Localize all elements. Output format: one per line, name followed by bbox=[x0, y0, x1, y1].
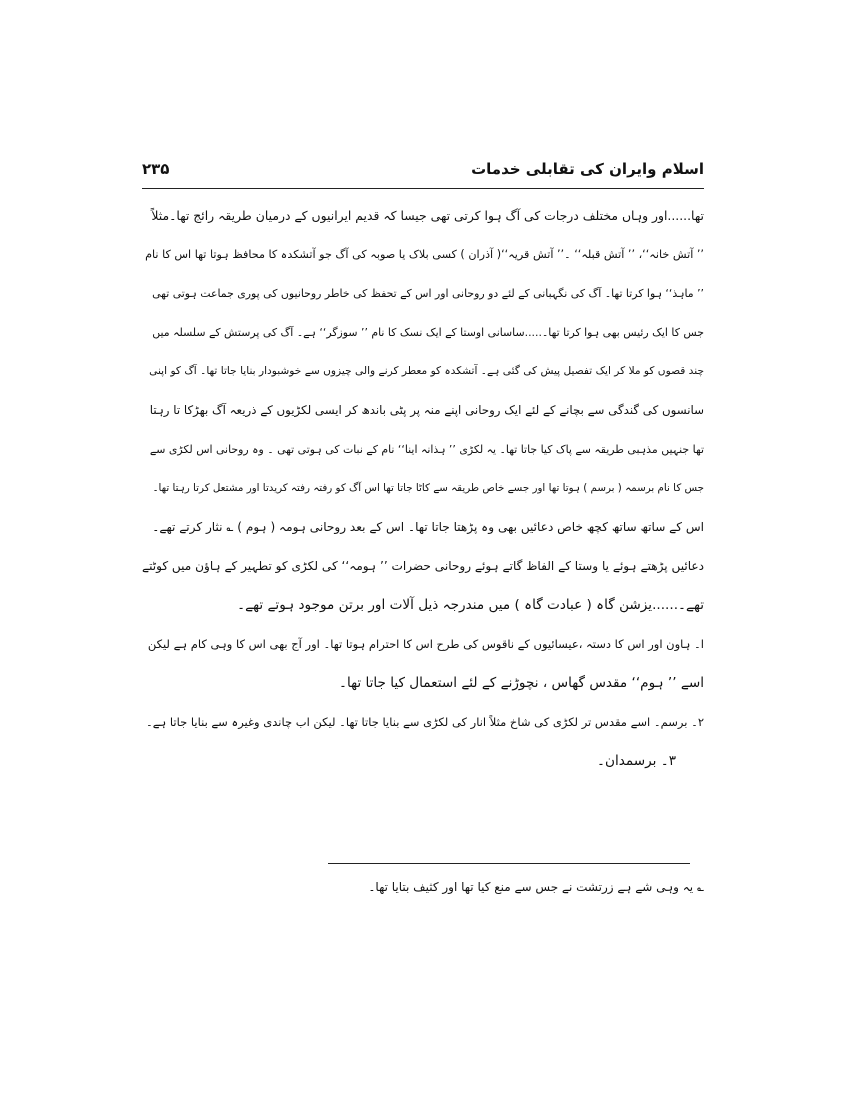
text-line: جس کا ایک رئیس بھی ہوا کرتا تھا۔.....ساسانی اوستا کے ایک نسک کا نام ’’ سوزگر‘‘ ہے۔ آگ کی پرستش کے سلسلہ میں bbox=[152, 326, 704, 339]
text-line: سانسوں کی گندگی سے بچانے کے لئے ایک روحانی اپنے منہ پر پٹی باندھ کر ایسی لکڑیوں کے ذریعہ آگ بھڑکا تا رہتا bbox=[149, 403, 704, 417]
text-line: اس کے ساتھ ساتھ کچھ خاص دعائیں بھی وہ پڑھتا جاتا تھا۔ اس کے بعد روحانی ہومہ ( ہوم ) ؎ نثار کرتے تھے۔ bbox=[152, 520, 704, 534]
list-item-line: اسے ’’ ہوم‘‘ مقدس گھاس ، نچوڑنے کے لئے استعمال کیا جاتا تھا۔ bbox=[338, 675, 704, 691]
text-line: ’’ آتش خانہ‘‘، ’’ آتش قبلہ‘‘ ۔’’ آتش قریہ‘‘( آذران ) کسی بلاک یا صوبہ کی آگ جو آتشکدہ کا محافظ ہوتا تھا اس کا نام bbox=[145, 248, 704, 261]
text-line: چند قصوں کو ملا کر ایک تفصیل پیش کی گئی ہے۔ آتشکدہ کو معطر کرنے والی چیزوں سے خوشبودار بنایا جاتا تھا۔ آگ کو اپنی bbox=[149, 365, 704, 377]
page-header bbox=[142, 158, 704, 186]
text-line: ’’ ماہذ‘‘ ہوا کرتا تھا۔ آگ کی نگہبانی کے لئے دو روحانی اور اس کے تحفظ کی خاطر روحانیوں کی پوری جماعت ہوتی تھی bbox=[152, 287, 704, 300]
list-item-line: ا۔ ہاون اور اس کا دستہ ،عیسائیوں کے ناقوس کی طرح اس کا احترام ہوتا تھا۔ اور آج بھی اس کا وہی کام ہے لیکن bbox=[147, 637, 704, 651]
header-rule bbox=[142, 188, 704, 189]
text-line: تھے۔......یزشن گاہ ( عبادت گاہ ) میں مندرجہ ذیل آلات اور برتن موجود ہوتے تھے۔ bbox=[237, 597, 704, 613]
page-number: ۲۳۵ bbox=[142, 160, 170, 178]
list-item-line: ۳۔ برسمدان۔ bbox=[597, 753, 676, 769]
footnote-rule bbox=[328, 863, 690, 864]
text-line: تھا......اور وہاں مختلف درجات کی آگ ہوا کرتی تھی جیسا کہ قدیم ایرانیوں کے درمیان طریقہ رائج تھا۔مثلاً bbox=[151, 208, 704, 223]
text-line: دعائیں پڑھتے ہوئے یا وستا کے الفاظ گاتے ہوئے روحانی حضرات ’’ ہومہ‘‘ کی لکڑی کو تطہیر کے ہاؤن میں کوٹتے bbox=[142, 559, 704, 573]
list-item-line: ۲۔ برسم۔ اسے مقدس تر لکڑی کی شاخ مثلاً انار کی لکڑی سے بنایا جاتا تھا۔ لیکن اب چاندی وغیرہ سے بنایا جاتا ہے۔ bbox=[146, 715, 704, 729]
footnote: ؎ یہ وہی شے ہے زرتشت نے جس سے منع کیا تھا اور کثیف بتایا تھا۔ bbox=[368, 880, 704, 894]
running-title: اسلام وایران کی تقابلی خدمات bbox=[471, 160, 704, 178]
text-line: جس کا نام برسمہ ( برسم ) ہوتا تھا اور جسے خاص طریقہ سے کاٹا جاتا تھا اس آگ کو رفتہ رفتہ کریدتا اور مشتعل کرتا رہتا تھا۔ bbox=[152, 482, 704, 494]
page-body bbox=[142, 196, 704, 781]
text-line: تھا جنہیں مذہبی طریقہ سے پاک کیا جاتا تھا۔ یہ لکڑی ’’ ہذانہ اینا‘‘ نام کے نبات کی ہوتی تھی ۔ وہ روحانی اس لکڑی سے bbox=[149, 443, 704, 456]
